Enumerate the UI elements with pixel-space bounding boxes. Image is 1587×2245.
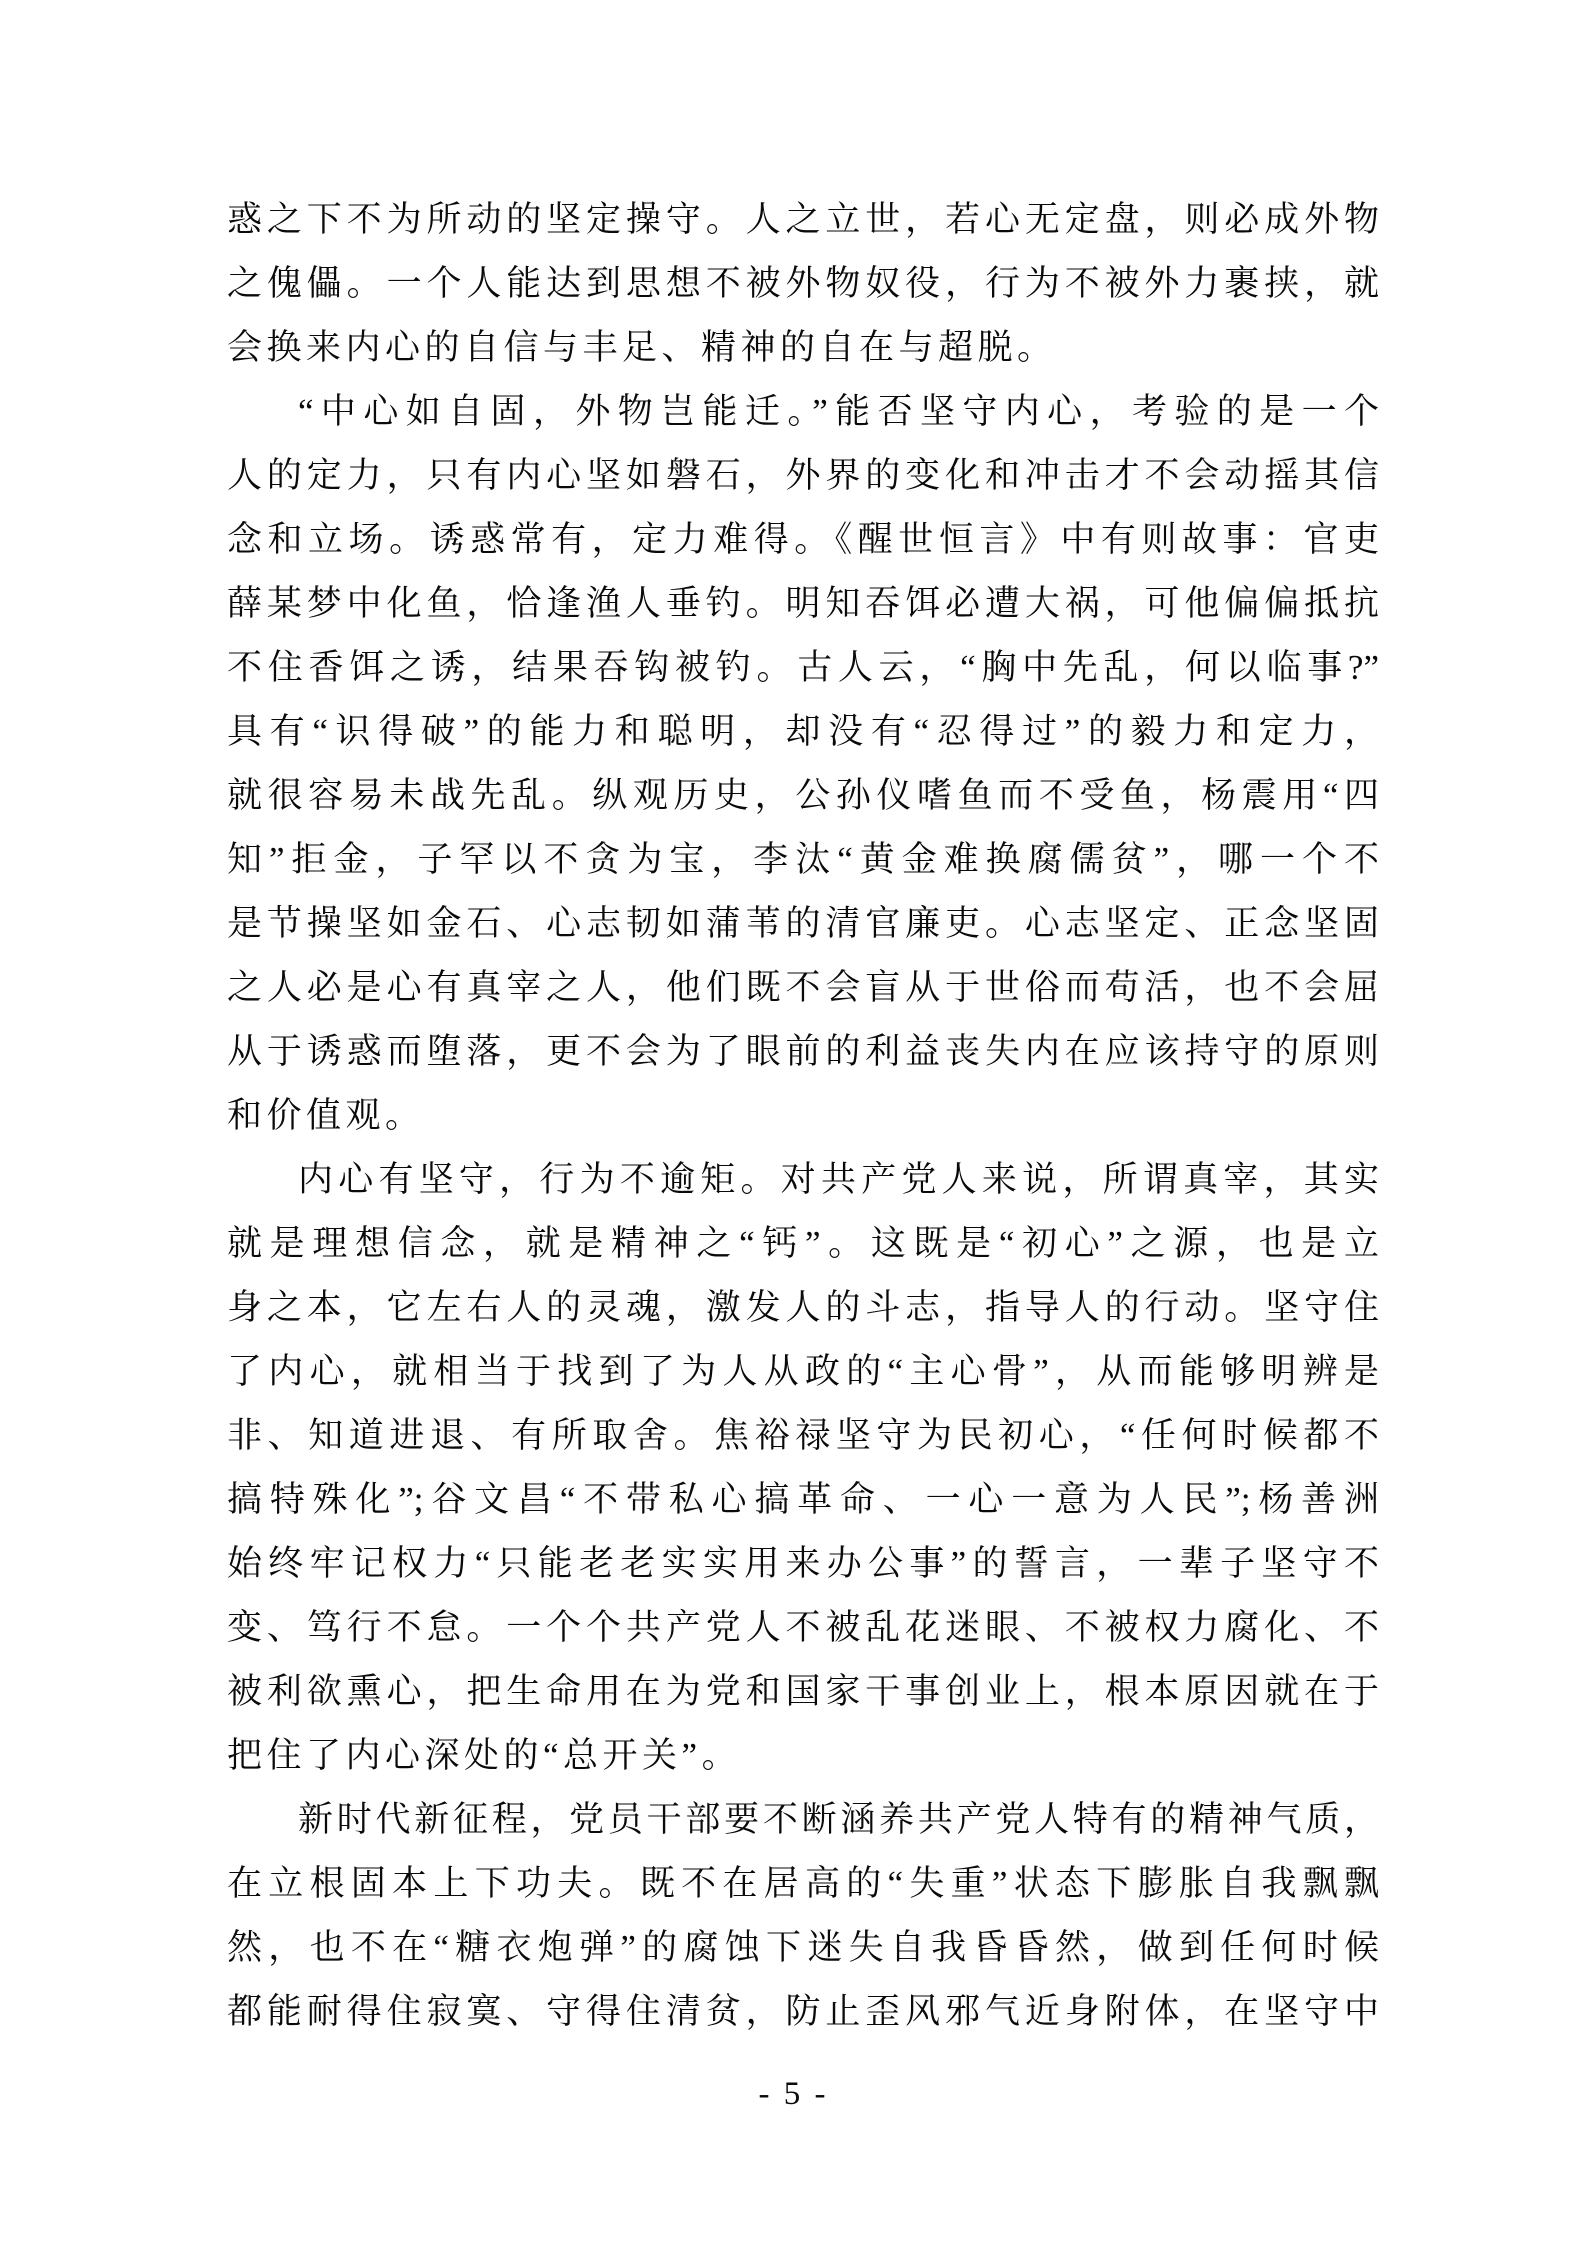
text-line: 之傀儡。一个人能达到思想不被外物奴役，行为不被外力裹挟，就 bbox=[227, 264, 1379, 303]
text-line: 就是理想信念，就是精神之“钙”。这既是“初心”之源，也是立 bbox=[227, 1224, 1379, 1263]
text-line: 都能耐得住寂寞、守得住清贫，防止歪风邪气近身附体，在坚守中 bbox=[227, 1992, 1379, 2031]
text-line: 变、笃行不怠。一个个共产党人不被乱花迷眼、不被权力腐化、不 bbox=[227, 1608, 1379, 1647]
paragraph bbox=[227, 1148, 1379, 1788]
text-line: 然，也不在“糖衣炮弹”的腐蚀下迷失自我昏昏然，做到任何时候 bbox=[227, 1928, 1379, 1967]
text-line: 不住香饵之诱，结果吞钩被钓。古人云，“胸中先乱，何以临事?” bbox=[227, 648, 1379, 687]
text-line: 惑之下不为所动的坚定操守。人之立世，若心无定盘，则必成外物 bbox=[227, 200, 1379, 239]
text-line: 把住了内心深处的“总开关”。 bbox=[227, 1736, 742, 1775]
text-line: 身之本，它左右人的灵魂，激发人的斗志，指导人的行动。坚守住 bbox=[227, 1288, 1379, 1327]
text-line: 之人必是心有真宰之人，他们既不会盲从于世俗而苟活，也不会屈 bbox=[227, 968, 1379, 1007]
text-line: 了内心，就相当于找到了为人从政的“主心骨”，从而能够明辨是 bbox=[227, 1352, 1379, 1391]
text-line: 念和立场。诱惑常有，定力难得。《醒世恒言》中有则故事：官吏 bbox=[227, 520, 1379, 559]
page-number: - 5 - bbox=[758, 2076, 829, 2112]
paragraph bbox=[227, 380, 1379, 1148]
text-line: 具有“识得破”的能力和聪明，却没有“忍得过”的毅力和定力， bbox=[227, 712, 1379, 751]
text-line: 薛某梦中化鱼，恰逢渔人垂钓。明知吞饵必遭大祸，可他偏偏抵抗 bbox=[227, 584, 1379, 623]
text-line: 内心有坚守，行为不逾矩。对共产党人来说，所谓真宰，其实 bbox=[298, 1160, 1379, 1199]
text-line: 搞特殊化”;谷文昌“不带私心搞革命、一心一意为人民”;杨善洲 bbox=[227, 1480, 1379, 1519]
text-line: 新时代新征程，党员干部要不断涵养共产党人特有的精神气质， bbox=[298, 1800, 1379, 1839]
text-line: 从于诱惑而堕落，更不会为了眼前的利益丧失内在应该持守的原则 bbox=[227, 1032, 1379, 1071]
document-body bbox=[227, 188, 1379, 2044]
text-line: 知”拒金，子罕以不贪为宝，李汰“黄金难换腐儒贫”，哪一个不 bbox=[227, 840, 1379, 879]
text-line: 和价值观。 bbox=[227, 1096, 425, 1135]
text-line: 是节操坚如金石、心志韧如蒲苇的清官廉吏。心志坚定、正念坚固 bbox=[227, 904, 1379, 943]
paragraph bbox=[227, 188, 1379, 380]
text-line: 会换来内心的自信与丰足、精神的自在与超脱。 bbox=[227, 328, 1057, 367]
text-line: “中心如自固，外物岂能迁。”能否坚守内心，考验的是一个 bbox=[298, 392, 1379, 431]
text-line: 人的定力，只有内心坚如磐石，外界的变化和冲击才不会动摇其信 bbox=[227, 456, 1379, 495]
paragraph bbox=[227, 1788, 1379, 2044]
text-line: 就很容易未战先乱。纵观历史，公孙仪嗜鱼而不受鱼，杨震用“四 bbox=[227, 776, 1379, 815]
text-line: 非、知道进退、有所取舍。焦裕禄坚守为民初心，“任何时候都不 bbox=[227, 1416, 1379, 1455]
text-line: 始终牢记权力“只能老老实实用来办公事”的誓言，一辈子坚守不 bbox=[227, 1544, 1379, 1583]
text-line: 在立根固本上下功夫。既不在居高的“失重”状态下膨胀自我飘飘 bbox=[227, 1864, 1379, 1903]
text-line: 被利欲熏心，把生命用在为党和国家干事创业上，根本原因就在于 bbox=[227, 1672, 1379, 1711]
